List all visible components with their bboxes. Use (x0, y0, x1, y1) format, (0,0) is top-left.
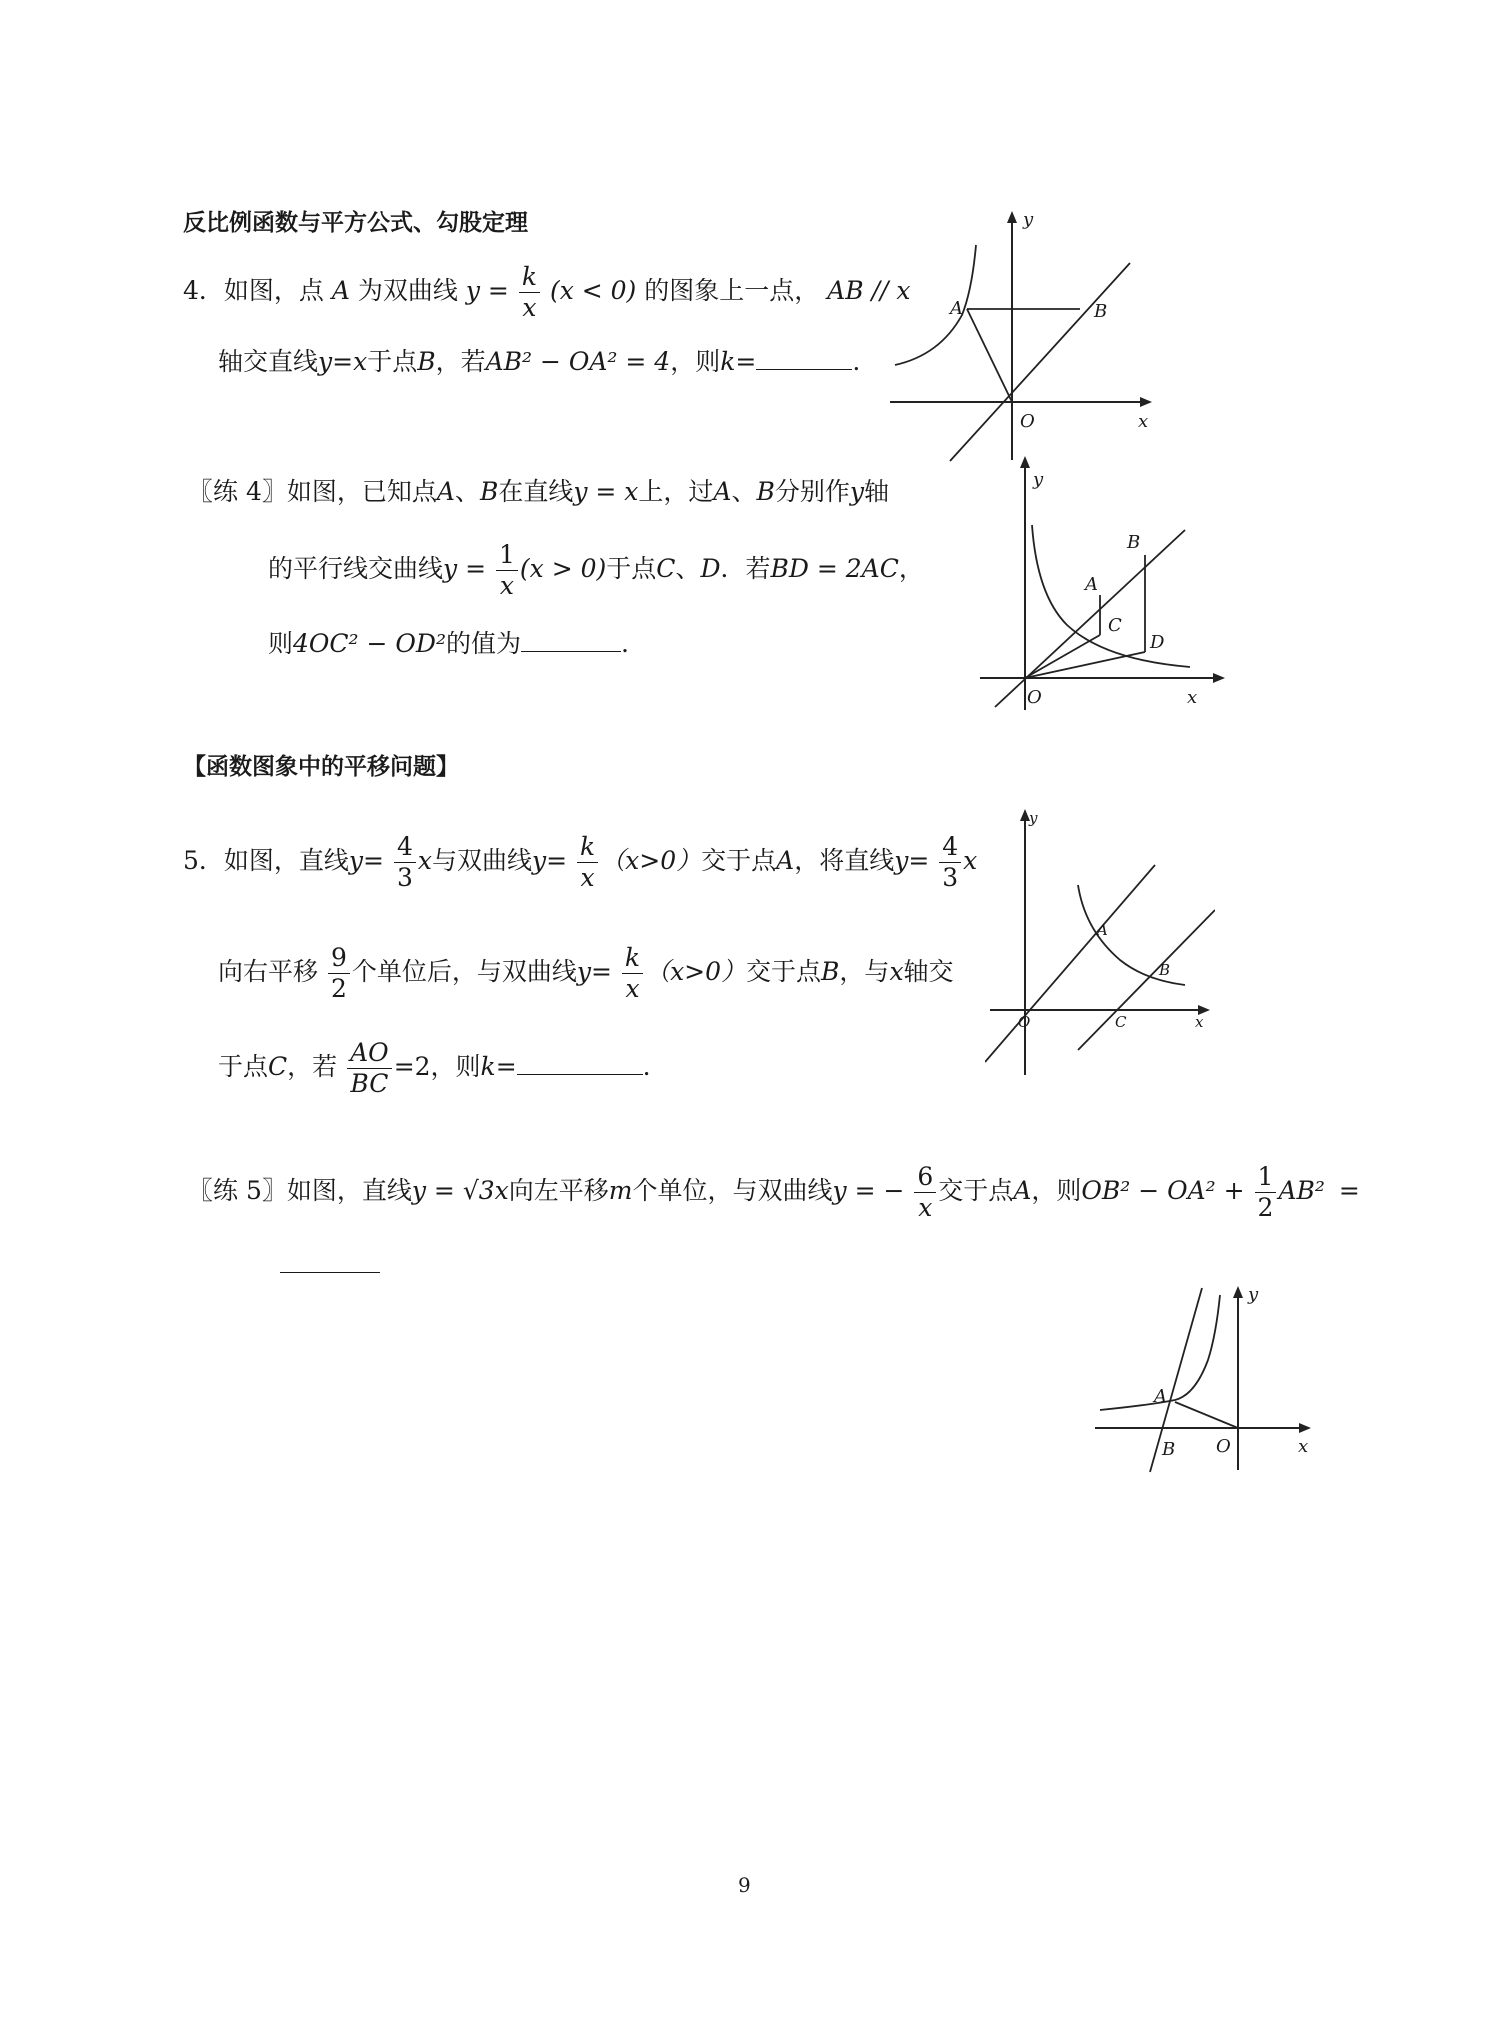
q4-fraction-k-over-x (519, 262, 540, 323)
p4-l2a: 的平行线交曲线 (268, 554, 444, 583)
fig4-label-o: O (1020, 411, 1035, 432)
fig-p5-label-o: O (1216, 1436, 1231, 1457)
q5-fraction-ao-bc (347, 1038, 392, 1099)
fig4-label-a: A (950, 298, 963, 319)
p4-l2f: 、 (675, 554, 701, 583)
question-5-line-2 (218, 943, 954, 1004)
q5-l3c: =2，则 (393, 1052, 481, 1081)
fig4-label-b: B (1094, 301, 1108, 322)
fig4-segment-ao (967, 309, 1012, 402)
p4-l3b: 4OC² − OD² (293, 629, 446, 658)
q5-y-eq-4: y= (576, 957, 612, 986)
q4-condition: (x < 0) (549, 276, 637, 305)
p4-t5: y = x (573, 477, 639, 506)
q5-t1: 与双曲线 (431, 846, 532, 875)
q5-x-2: x (963, 846, 978, 875)
fig5-label-y: y (1029, 809, 1038, 827)
q5-y-eq: y= (348, 846, 384, 875)
q4-point-b: B (417, 347, 436, 376)
q5-l2f: 轴交 (903, 957, 954, 986)
q4-text-2: 的图象上一点， (644, 276, 820, 305)
fig5-label-a: A (1097, 921, 1108, 939)
q5-l2a: 向右平移 (218, 957, 319, 986)
q5-cond: （x>0） (600, 846, 702, 875)
fig-p4-segment-od (1025, 652, 1145, 678)
q5-number: 5．如图，直线 (183, 846, 349, 875)
p5-b: 向左平移 (508, 1176, 609, 1205)
q4-number: 4．如图，点 (183, 276, 324, 305)
q5-k-eq: k= (480, 1052, 517, 1081)
figure-q5 (985, 805, 1215, 1090)
p4-t3: B (479, 477, 499, 506)
p5-a: y = √3x (411, 1176, 509, 1205)
section-title-inverse-proportion: 反比例函数与平方公式、勾股定理 (183, 210, 528, 236)
q5-t3: ，将直线 (794, 846, 895, 875)
question-5-line-3 (218, 1038, 651, 1099)
q5-fraction-k-x (577, 832, 598, 893)
fig5-label-c: C (1115, 1013, 1127, 1031)
p4-l3d: . (621, 629, 629, 658)
fig-p4-segment-oc (1025, 635, 1100, 678)
q5-fraction-4-3 (394, 832, 416, 893)
q5-point-a: A (776, 846, 795, 875)
fig-p4-label-d: D (1150, 632, 1165, 653)
p4-fraction-1-over-x (496, 540, 518, 601)
fig-p4-label-a: A (1085, 574, 1098, 595)
p4-l2h: ．若 (720, 554, 771, 583)
p4-l2c: (x > 0) (519, 554, 607, 583)
q5-l3a: 于点 (218, 1052, 269, 1081)
q5-fraction-4-3-b (939, 832, 961, 893)
q4-k-equals: k= (720, 347, 757, 376)
practice-4-line-3 (268, 627, 629, 661)
p4-t9: B (756, 477, 775, 506)
fig5-label-b: B (1159, 961, 1171, 979)
q5-frac-nine: 9 (328, 943, 350, 974)
p4-l2j: ， (898, 554, 924, 583)
p4-l2e: C (656, 554, 676, 583)
p4-l2i: BD = 2AC (770, 554, 899, 583)
p4-l3c: 的值为 (445, 629, 521, 658)
q4-expression: AB² − OA² = 4 (485, 347, 671, 376)
p5-m: m (608, 1176, 633, 1205)
p4-l3a: 则 (268, 629, 294, 658)
q5-frac-num: 4 (394, 832, 416, 863)
q5-l2b: 个单位后，与双曲线 (351, 957, 577, 986)
p4-t1: A (436, 477, 455, 506)
q5-l2e: x (889, 957, 904, 986)
q5-frac-num-b: 4 (939, 832, 961, 863)
q5-l2d: ，与 (839, 957, 890, 986)
q4-l2d: ，若 (435, 347, 486, 376)
q5-frac-k: k (577, 832, 598, 863)
question-4-line-1 (183, 262, 910, 323)
q5-point-c: C (268, 1052, 288, 1081)
p5-fraction-1-2 (1255, 1162, 1277, 1223)
q5-t2: 交于点 (701, 846, 777, 875)
q5-fraction-9-2 (328, 943, 350, 1004)
p5-tag: 〖练 5〗如图，直线 (188, 1176, 412, 1205)
q5-frac-bc: BC (350, 1069, 389, 1098)
q5-y-eq-2: y= (531, 846, 568, 875)
q5-frac-x: x (580, 863, 595, 892)
p4-tag: 〖练 4〗如图，已知点 (188, 477, 437, 506)
fig5-line-1 (985, 865, 1155, 1062)
q4-frac-num: k (519, 262, 540, 293)
practice-5-line-1 (188, 1162, 1360, 1223)
p4-l2b: y = (443, 554, 487, 583)
fig4-label-x: x (1138, 411, 1149, 432)
fig-p4-line-y-eq-x (995, 530, 1185, 707)
q4-l2c: 于点 (367, 347, 418, 376)
p5-c: 个单位，与双曲线 (632, 1176, 833, 1205)
p4-frac-den: x (499, 571, 514, 600)
fig5-label-o: O (1018, 1013, 1031, 1031)
p5-frac-one: 1 (1255, 1162, 1277, 1193)
p4-t2: 、 (454, 477, 480, 506)
fig-p4-label-x: x (1187, 687, 1198, 708)
fig4-label-y: y (1023, 209, 1034, 230)
p4-t7: A (713, 477, 732, 506)
p5-point-a: A (1013, 1176, 1032, 1205)
q5-l3b: ，若 (287, 1052, 338, 1081)
fig-p5-label-x: x (1298, 1436, 1309, 1457)
page-number: 9 (738, 1873, 751, 1897)
q5-end: . (642, 1052, 651, 1081)
q5-frac-k-b: k (622, 943, 643, 974)
p4-frac-num: 1 (496, 540, 518, 571)
p5-frac-two: 2 (1257, 1193, 1274, 1222)
q5-l2c: 交于点 (746, 957, 822, 986)
p5-frac-six: 6 (914, 1162, 936, 1193)
fig-p4-label-b: B (1127, 532, 1141, 553)
q4-l2b: y=x (318, 347, 368, 376)
figure-practice-5 (1090, 1280, 1320, 1475)
p5-i: = (1338, 1176, 1360, 1205)
figure-q4 (890, 205, 1170, 465)
question-5-line-1 (183, 832, 977, 893)
p5-g: OB² − OA² + (1081, 1176, 1245, 1205)
p4-t10: 分别作 (774, 477, 850, 506)
p4-answer-blank[interactable] (521, 627, 621, 652)
q5-fraction-k-x-b (622, 943, 643, 1004)
q4-eq-y: y = (465, 276, 509, 305)
q5-y-eq-3: y= (894, 846, 930, 875)
fig-p4-label-y: y (1033, 469, 1044, 490)
practice-4-line-2 (268, 540, 924, 601)
p5-fraction-6-x (914, 1162, 936, 1223)
q5-cond-2: （x>0） (645, 957, 747, 986)
q4-answer-blank[interactable] (756, 345, 852, 370)
q4-l2e: ，则 (670, 347, 721, 376)
q5-frac-den: 3 (396, 863, 413, 892)
question-4-line-2 (218, 345, 860, 379)
figure-practice-4 (975, 445, 1225, 715)
q5-x: x (417, 846, 432, 875)
fig-p5-segment-ao (1175, 1402, 1238, 1428)
fig4-hyperbola (895, 245, 976, 365)
p4-t6: 上，过 (638, 477, 714, 506)
p5-e: 交于点 (938, 1176, 1014, 1205)
p4-t8: 、 (731, 477, 757, 506)
fig-p4-label-o: O (1027, 687, 1042, 708)
p4-t11: y (849, 477, 865, 506)
fig-p5-shifted-line (1150, 1288, 1202, 1472)
q4-end: . (852, 347, 861, 376)
q4-point-a: A (331, 276, 350, 305)
q5-frac-ao: AO (347, 1038, 392, 1069)
p4-t12: 轴 (864, 477, 890, 506)
practice-4-line-1 (188, 475, 889, 509)
p5-d: y = − (832, 1176, 905, 1205)
fig-p5-label-a: A (1154, 1386, 1167, 1407)
p5-f: ，则 (1031, 1176, 1082, 1205)
p5-h: AB² (1278, 1176, 1325, 1205)
p5-answer-blank[interactable] (280, 1248, 380, 1273)
fig-p5-label-b: B (1162, 1439, 1176, 1460)
fig5-label-x: x (1195, 1013, 1204, 1031)
q5-frac-den-b: 3 (942, 863, 959, 892)
q4-frac-den: x (522, 293, 537, 322)
q5-answer-blank[interactable] (517, 1050, 643, 1075)
q4-l2a: 轴交直线 (218, 347, 319, 376)
q4-text: 为双曲线 (357, 276, 458, 305)
fig4-line-y-eq-x (950, 263, 1130, 461)
p4-l2d: 于点 (606, 554, 657, 583)
q4-ab-parallel: AB // x (827, 276, 911, 305)
fig-p4-label-c: C (1108, 615, 1122, 636)
p5-frac-x: x (918, 1193, 933, 1222)
q5-frac-x-b: x (625, 974, 640, 1003)
q5-point-b: B (821, 957, 840, 986)
fig-p5-label-y: y (1248, 1284, 1259, 1305)
p4-t4: 在直线 (498, 477, 574, 506)
section-title-translation: 【函数图象中的平移问题】 (183, 754, 459, 780)
p4-l2g: D (700, 554, 721, 583)
q5-frac-two: 2 (330, 974, 347, 1003)
